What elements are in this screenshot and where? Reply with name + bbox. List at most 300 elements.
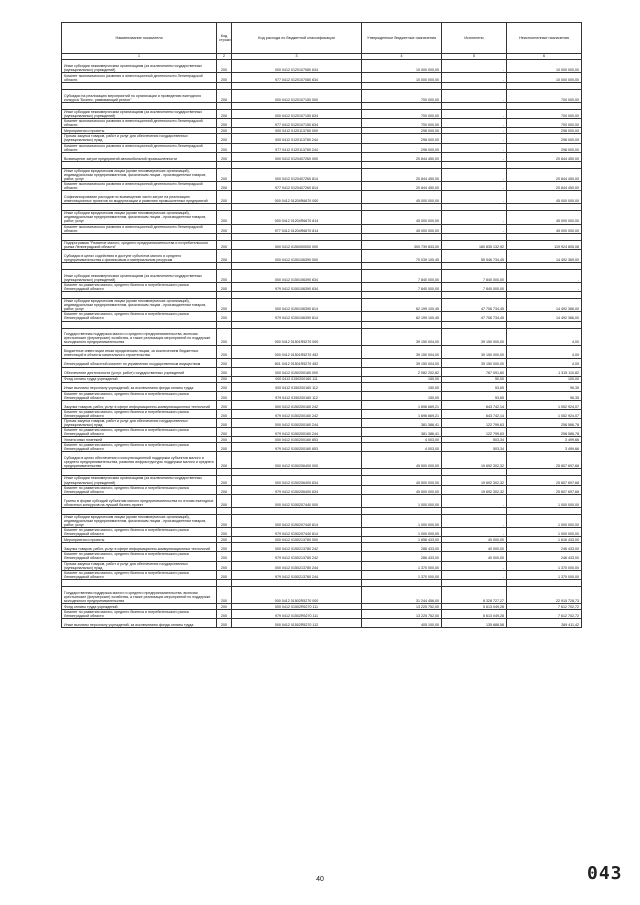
row-line-code: 200 (217, 119, 232, 128)
row-line-code: 200 (217, 358, 232, 367)
table-body (62, 60, 582, 628)
row-approved: 300 739 833,00 (362, 240, 442, 249)
row-approved: 286 433,00 (362, 543, 442, 552)
row-unexecuted: - (507, 282, 582, 291)
spacer-row (62, 469, 582, 476)
row-line-code: 200 (217, 391, 232, 400)
row-name: Комитет экономического развития и инвестиционной деятельности Ленинградской области (62, 224, 217, 233)
row-budget-code: 000 0412 0120113780 244 (232, 134, 362, 143)
row-approved: 1 000 000,00 (362, 494, 442, 507)
row-budget-code: 977 0412 01204R6670 814 (232, 224, 362, 233)
row-name: Мероприятия и проекты (62, 128, 217, 134)
page-number: 40 (316, 876, 324, 883)
empty-cell (232, 161, 362, 168)
row-approved: 286 433,00 (362, 552, 442, 561)
row-approved: 381 386,41 (362, 418, 442, 427)
row-name: Комитет по развитию малого, среднего бизнеса и потребительского рынка Ленинградской области (62, 609, 217, 618)
row-approved: 45 500 000,00 (362, 452, 442, 469)
row-unexecuted: 1 370 000,00 (507, 561, 582, 570)
row-unexecuted: - (507, 269, 582, 282)
row-name: Государственная поддержка малого и среднего предпринимательства, включая крестьянские (фермерские) хозяйства, а также реализация мероприятий по поддержке молодежного предпринимательства (62, 328, 217, 345)
empty-cell (362, 161, 442, 168)
spacer-row (62, 103, 582, 110)
row-name: Комитет по развитию малого, среднего бизнеса и потребительского рынка Ленинградской области (62, 391, 217, 400)
empty-cell (232, 233, 362, 240)
row-approved: 1 000 000,00 (362, 514, 442, 527)
row-name: Фонд оплаты труда учреждений (62, 603, 217, 609)
row-budget-code: 979 0412 0150200160 244 (232, 428, 362, 437)
empty-cell (232, 262, 362, 269)
empty-cell (217, 204, 232, 211)
row-unexecuted: 1 616 433,00 (507, 537, 582, 543)
row-name: Комитет по развитию малого, среднего бизнеса и потребительского рынка Ленинградской области (62, 443, 217, 452)
empty-cell (217, 321, 232, 328)
row-unexecuted: 700 000,00 (507, 110, 582, 119)
row-line-code: 200 (217, 443, 232, 452)
row-unexecuted: 14 492 366,00 (507, 299, 582, 312)
row-line-code: 200 (217, 537, 232, 543)
row-line-code: 200 (217, 282, 232, 291)
sheet-stamp-number: 043 (587, 863, 623, 884)
row-unexecuted: 298 000,00 (507, 128, 582, 134)
empty-cell (507, 469, 582, 476)
row-executed: - (442, 561, 507, 570)
row-line-code: 200 (217, 240, 232, 249)
row-unexecuted: 298 000,00 (507, 143, 582, 152)
table-row (62, 110, 582, 119)
row-name: Иные субсидии юридическим лицам (кроме некоммерческих организаций), индивидуальным предпринимателям, физическим лицам - производителям товаров, работ, услуг (62, 168, 217, 181)
table-row (62, 60, 582, 73)
row-budget-code: 000 0412 0150106390 000 (232, 249, 362, 262)
table-row (62, 269, 582, 282)
row-budget-code: 000 0412 0150213780 242 (232, 543, 362, 552)
row-line-code: 200 (217, 570, 232, 579)
row-line-code: 200 (217, 382, 232, 391)
empty-cell (62, 507, 217, 514)
table-row (62, 240, 582, 249)
table-row (62, 143, 582, 152)
row-line-code: 200 (217, 312, 232, 321)
row-approved: 298 000,00 (362, 128, 442, 134)
row-unexecuted: 119 924 805,08 (507, 240, 582, 249)
row-name: Закупка товаров, работ, услуг в сфере информационно-коммуникационных технологий (62, 543, 217, 552)
spacer-row (62, 83, 582, 90)
row-executed: - (442, 182, 507, 191)
row-budget-code: 000 0412 0150200160 244 (232, 418, 362, 427)
row-name: Иные субсидии некоммерческим организациям (за исключением государственных (муниципальных) учреждений) (62, 269, 217, 282)
row-budget-code: 979 0412 0150206400 634 (232, 485, 362, 494)
row-approved: 2 082 202,82 (362, 367, 442, 376)
empty-cell (232, 292, 362, 299)
table-row (62, 358, 582, 367)
empty-cell (442, 469, 507, 476)
row-budget-code: 979 0412 0150200160 112 (232, 391, 362, 400)
table-row (62, 119, 582, 128)
budget-execution-table (61, 22, 582, 628)
empty-cell (362, 83, 442, 90)
row-approved: 4 003,00 (362, 443, 442, 452)
row-approved: 39 150 004,00 (362, 328, 442, 345)
row-executed: - (442, 128, 507, 134)
row-budget-code: 000 0412 0150200160 853 (232, 437, 362, 443)
row-name: Комитет по развитию малого, среднего бизнеса и потребительского рынка Ленинградской области (62, 552, 217, 561)
row-executed: 643 742,14 (442, 400, 507, 409)
row-budget-code: 977 0412 0120107080 634 (232, 73, 362, 83)
row-executed: 122 799,63 (442, 418, 507, 427)
empty-cell (442, 83, 507, 90)
row-approved: 62 199 100,45 (362, 299, 442, 312)
empty-cell (362, 103, 442, 110)
empty-cell (442, 262, 507, 269)
row-line-code: 200 (217, 409, 232, 418)
row-name: Комитет экономического развития и инвестиционной деятельности Ленинградской области (62, 143, 217, 152)
empty-cell (362, 507, 442, 514)
empty-cell (362, 321, 442, 328)
empty-cell (62, 469, 217, 476)
row-name: Иные субсидии некоммерческим организациям (за исключением государственных (муниципальных) учреждений) (62, 476, 217, 485)
table-row (62, 282, 582, 291)
row-line-code: 200 (217, 60, 232, 73)
row-line-code: 200 (217, 609, 232, 618)
row-unexecuted: 25 807 697,68 (507, 485, 582, 494)
empty-cell (232, 83, 362, 90)
row-name: Комитет по развитию малого, среднего бизнеса и потребительского рынка Ленинградской области (62, 409, 217, 418)
row-executed: 39 150 000,00 (442, 345, 507, 358)
table-row (62, 367, 582, 376)
row-approved: 39 150 004,00 (362, 345, 442, 358)
row-unexecuted: 258 586,78 (507, 418, 582, 427)
header-name: Наименование показателя (62, 23, 217, 54)
row-unexecuted: 1 000 000,00 (507, 494, 582, 507)
empty-cell (232, 204, 362, 211)
row-name: Прочая закупка товаров, работ и услуг для обеспечения государственных (муниципальных) нужд (62, 418, 217, 427)
table-row (62, 211, 582, 224)
row-approved: 150,00 (362, 376, 442, 382)
row-unexecuted: 25 807 697,68 (507, 476, 582, 485)
table-row (62, 134, 582, 143)
row-approved: 405 100,00 (362, 619, 442, 628)
row-budget-code: 000 0412 0150200160 000 (232, 367, 362, 376)
empty-cell (62, 321, 217, 328)
spacer-row (62, 292, 582, 299)
row-budget-code: 000 0412 01501R5270 452 (232, 345, 362, 358)
table-row (62, 514, 582, 527)
row-executed: 643 742,14 (442, 409, 507, 418)
row-approved: 20 844 450,00 (362, 168, 442, 181)
row-executed: 40 000,00 (442, 537, 507, 543)
row-name: Иные выплаты персоналу учреждений, за исключением фонда оплаты труда (62, 382, 217, 391)
row-executed: 55 546 734,45 (442, 249, 507, 262)
row-executed: - (442, 528, 507, 537)
table-row (62, 345, 582, 358)
row-unexecuted: 1 370 000,00 (507, 570, 582, 579)
row-executed: - (442, 119, 507, 128)
row-executed: - (442, 110, 507, 119)
row-name: Комитет экономического развития и инвестиционной деятельности Ленинградской области (62, 73, 217, 83)
column-number: 2 (217, 54, 232, 60)
row-executed: 47 706 734,45 (442, 312, 507, 321)
spacer-row (62, 507, 582, 514)
row-executed: - (442, 73, 507, 83)
table-row (62, 443, 582, 452)
header-line-code: Код строки (217, 23, 232, 54)
row-unexecuted: 1 315 110,82 (507, 367, 582, 376)
row-executed: 122 799,63 (442, 428, 507, 437)
row-line-code: 200 (217, 400, 232, 409)
row-unexecuted: 298 000,00 (507, 134, 582, 143)
row-executed: - (442, 570, 507, 579)
table-row (62, 586, 582, 603)
row-unexecuted: 20 844 450,00 (507, 152, 582, 161)
spacer-row (62, 161, 582, 168)
table-row (62, 152, 582, 161)
empty-cell (442, 103, 507, 110)
empty-cell (362, 579, 442, 586)
row-budget-code: 000 0412 0150200160 111 (232, 376, 362, 382)
empty-cell (217, 161, 232, 168)
row-approved: 1 370 000,00 (362, 561, 442, 570)
empty-cell (362, 469, 442, 476)
empty-cell (507, 161, 582, 168)
row-unexecuted: 3 499,66 (507, 443, 582, 452)
row-executed: 503,34 (442, 443, 507, 452)
table-row (62, 561, 582, 570)
row-unexecuted: 1 052 924,07 (507, 409, 582, 418)
row-name: Фонд оплаты труда учреждений (62, 376, 217, 382)
row-name: Иные субсидии некоммерческим организациям (за исключением государственных (муниципальных) учреждений) (62, 60, 217, 73)
row-approved: 1 696 669,21 (362, 409, 442, 418)
row-line-code: 200 (217, 367, 232, 376)
row-unexecuted: 700 000,00 (507, 90, 582, 103)
row-approved: 381 386,41 (362, 428, 442, 437)
row-unexecuted: 96,35 (507, 382, 582, 391)
table-header-row (62, 23, 582, 54)
row-executed: - (442, 152, 507, 161)
row-budget-code: 000 0412 0150207440 814 (232, 514, 362, 527)
row-name: Комитет по развитию малого, среднего бизнеса и потребительского рынка Ленинградской области (62, 428, 217, 437)
row-line-code: 200 (217, 134, 232, 143)
row-unexecuted: 269 411,42 (507, 619, 582, 628)
row-unexecuted: 96,35 (507, 391, 582, 400)
row-budget-code: 979 0412 0150106390 814 (232, 312, 362, 321)
column-number: 1 (62, 54, 217, 60)
row-approved: 298 000,00 (362, 143, 442, 152)
row-executed: 7 840 000,00 (442, 282, 507, 291)
row-executed: - (442, 514, 507, 527)
row-approved: 10 000 000,00 (362, 60, 442, 73)
row-approved: 45 000 000,00 (362, 191, 442, 204)
table-row (62, 543, 582, 552)
row-line-code: 200 (217, 182, 232, 191)
empty-cell (507, 321, 582, 328)
row-line-code: 200 (217, 191, 232, 204)
row-name: Уплата иных платежей (62, 437, 217, 443)
row-budget-code: 000 0412 0150200160 242 (232, 400, 362, 409)
row-line-code: 200 (217, 452, 232, 469)
row-unexecuted: 7 612 702,72 (507, 609, 582, 618)
row-budget-code: 000 0412 01501R5270 000 (232, 328, 362, 345)
row-approved: 700 000,00 (362, 119, 442, 128)
table-row (62, 409, 582, 418)
row-executed: 503,34 (442, 437, 507, 443)
empty-cell (232, 321, 362, 328)
table-row (62, 619, 582, 628)
spacer-row (62, 262, 582, 269)
table-row (62, 299, 582, 312)
empty-cell (507, 233, 582, 240)
row-budget-code: 979 0412 0150213780 244 (232, 570, 362, 579)
column-number: 5 (442, 54, 507, 60)
empty-cell (507, 292, 582, 299)
row-budget-code: 000 0412 0150106390 634 (232, 269, 362, 282)
row-name: Комитет экономического развития и инвестиционной деятельности Ленинградской области (62, 119, 217, 128)
row-executed: - (442, 90, 507, 103)
row-name: Прочая закупка товаров, работ и услуг для обеспечения государственных (муниципальных) нужд (62, 134, 217, 143)
row-approved: 31 244 456,00 (362, 586, 442, 603)
row-line-code: 200 (217, 110, 232, 119)
empty-cell (232, 507, 362, 514)
empty-cell (62, 161, 217, 168)
row-approved: 150,00 (362, 391, 442, 400)
empty-cell (217, 579, 232, 586)
row-executed: - (442, 191, 507, 204)
row-name: Софинансирование расходов по возмещению части затрат на реализацию инвестиционных проектов по модернизации и развитию промышленных предприятий (62, 191, 217, 204)
empty-cell (507, 579, 582, 586)
empty-cell (442, 233, 507, 240)
row-line-code: 200 (217, 494, 232, 507)
empty-cell (232, 469, 362, 476)
row-executed: 19 692 302,32 (442, 485, 507, 494)
row-name: Комитет по развитию малого, среднего бизнеса и потребительского рынка Ленинградской области (62, 528, 217, 537)
row-executed: 50,00 (442, 376, 507, 382)
row-unexecuted: 3 499,66 (507, 437, 582, 443)
row-budget-code: 977 0412 0120113780 244 (232, 143, 362, 152)
row-name: Комитет по развитию малого, среднего бизнеса и потребительского рынка Ленинградской области (62, 485, 217, 494)
table-row (62, 418, 582, 427)
row-line-code: 200 (217, 543, 232, 552)
table-row (62, 249, 582, 262)
row-budget-code: 000 0412 01502R5270 111 (232, 603, 362, 609)
row-name: Возмещение затрат предприятий автомобильной промышленности (62, 152, 217, 161)
row-line-code: 200 (217, 168, 232, 181)
table-row (62, 528, 582, 537)
table-row (62, 452, 582, 469)
row-unexecuted: 20 844 450,00 (507, 168, 582, 181)
row-name: Комитет экономического развития и инвестиционной деятельности Ленинградской области (62, 182, 217, 191)
empty-cell (217, 233, 232, 240)
row-budget-code: 979 0412 0150200160 853 (232, 443, 362, 452)
row-unexecuted: 4,00 (507, 345, 582, 358)
table-row (62, 382, 582, 391)
empty-cell (217, 507, 232, 514)
header-approved: Утвержденные бюджетные назначения (362, 23, 442, 54)
row-name: Бюджетные инвестиции иным юридическим лицам, за исключением бюджетных инвестиций в объекты капитального строительства (62, 345, 217, 358)
header-budget-code: Код расхода по бюджетной классификации (232, 23, 362, 54)
row-executed: 39 150 000,00 (442, 328, 507, 345)
row-line-code: 200 (217, 437, 232, 443)
row-budget-code: 000 0412 0150000000 000 (232, 240, 362, 249)
row-budget-code: 000 0412 01204R6670 814 (232, 211, 362, 224)
empty-cell (507, 204, 582, 211)
row-name: Подпрограмма "Развитие малого, среднего предпринимательства и потребительского рынка Ленинградской области" (62, 240, 217, 249)
empty-cell (362, 233, 442, 240)
row-executed: 8 328 727,27 (442, 586, 507, 603)
row-line-code: 200 (217, 476, 232, 485)
row-approved: 13 225 752,00 (362, 609, 442, 618)
row-line-code: 200 (217, 224, 232, 233)
table-row (62, 552, 582, 561)
row-budget-code: 000 0412 01204R6670 000 (232, 191, 362, 204)
row-executed: 53,65 (442, 391, 507, 400)
table-row (62, 90, 582, 103)
row-unexecuted: 10 000 000,00 (507, 60, 582, 73)
empty-cell (62, 103, 217, 110)
row-name: Комитет по развитию малого, среднего бизнеса и потребительского рынка Ленинградской области (62, 312, 217, 321)
row-approved: 1 370 000,00 (362, 570, 442, 579)
row-name: Закупка товаров, работ, услуг в сфере информационно-коммуникационных технологий (62, 400, 217, 409)
empty-cell (442, 161, 507, 168)
row-budget-code: 000 0412 0150200160 112 (232, 382, 362, 391)
row-line-code: 200 (217, 561, 232, 570)
row-line-code: 200 (217, 249, 232, 262)
row-executed: - (442, 211, 507, 224)
row-line-code: 200 (217, 90, 232, 103)
row-approved: 1 000 000,00 (362, 528, 442, 537)
row-budget-code: 000 0412 01502R5270 112 (232, 619, 362, 628)
row-budget-code: 979 0412 0150200160 242 (232, 409, 362, 418)
row-approved: 150,00 (362, 382, 442, 391)
empty-cell (362, 292, 442, 299)
empty-cell (442, 579, 507, 586)
row-approved: 7 840 000,00 (362, 282, 442, 291)
row-executed: 7 840 000,00 (442, 269, 507, 282)
row-unexecuted: 45 000 000,00 (507, 224, 582, 233)
row-name: Иные выплаты персоналу учреждений, за исключением фонда оплаты труда (62, 619, 217, 628)
row-name: Субсидии в целях обеспечения и консультационной поддержки субъектов малого и среднего предпринимательства, развития инфраструктуры поддержки малого и среднего предпринимательства (62, 452, 217, 469)
empty-cell (442, 507, 507, 514)
row-unexecuted: 246 433,00 (507, 543, 582, 552)
row-line-code: 200 (217, 514, 232, 527)
table-row (62, 609, 582, 618)
row-approved: 70 039 100,45 (362, 249, 442, 262)
row-unexecuted: 4,00 (507, 358, 582, 367)
row-unexecuted: 45 000 000,00 (507, 191, 582, 204)
row-budget-code: 000 0412 0150213780 244 (232, 561, 362, 570)
row-budget-code: 000 0412 0150106390 814 (232, 299, 362, 312)
row-name: Комитет по развитию малого, среднего бизнеса и потребительского рынка Ленинградской области (62, 282, 217, 291)
row-budget-code: 000 0412 0150207440 000 (232, 494, 362, 507)
row-name: Гранты в форме субсидий субъектам малого предпринимательства по итогам ежегодных областных конкурсов на лучший бизнес-проект (62, 494, 217, 507)
row-line-code: 200 (217, 211, 232, 224)
row-line-code: 200 (217, 345, 232, 358)
row-line-code: 200 (217, 528, 232, 537)
empty-cell (62, 204, 217, 211)
table-row (62, 224, 582, 233)
row-approved: 1 656 433,00 (362, 537, 442, 543)
row-approved: 10 000 000,00 (362, 73, 442, 83)
row-executed: 40 000,00 (442, 552, 507, 561)
row-approved: 20 844 450,00 (362, 152, 442, 161)
row-budget-code: 979 0412 0150207440 814 (232, 528, 362, 537)
row-budget-code: 000 0412 0150206400 634 (232, 476, 362, 485)
empty-cell (507, 507, 582, 514)
row-budget-code: 000 0412 0120407260 814 (232, 168, 362, 181)
row-line-code: 200 (217, 269, 232, 282)
row-unexecuted: 100,00 (507, 376, 582, 382)
table-row (62, 328, 582, 345)
column-number: 4 (362, 54, 442, 60)
column-number: 6 (507, 54, 582, 60)
